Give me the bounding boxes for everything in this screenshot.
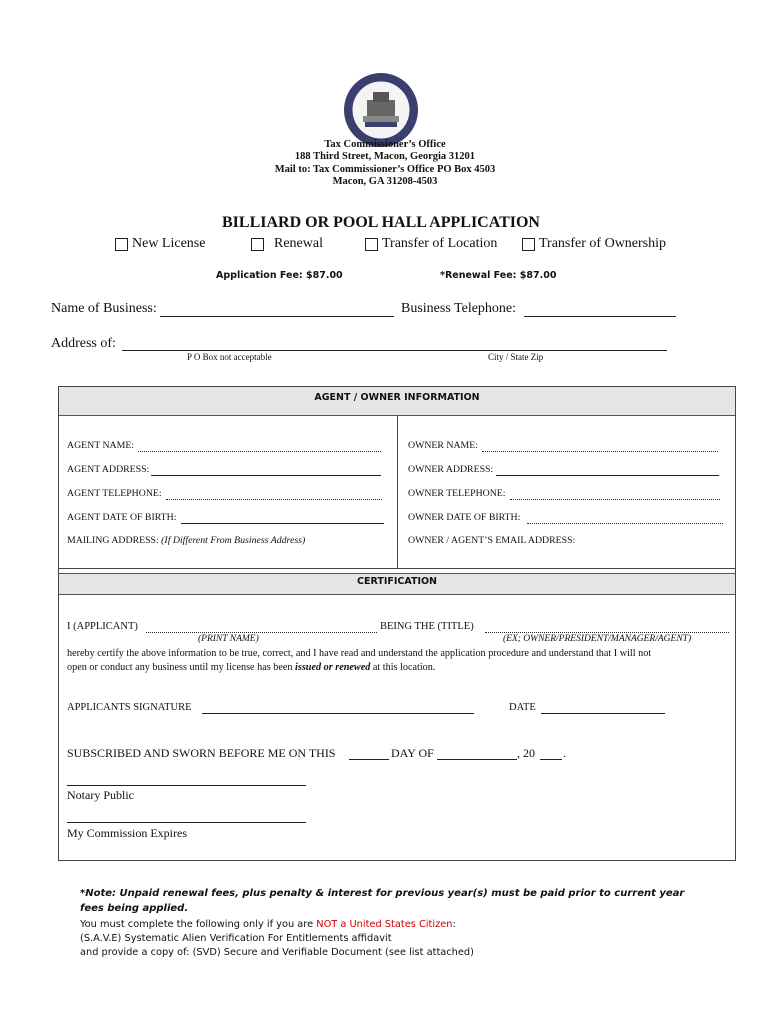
sworn-month-field[interactable] [437, 759, 517, 760]
business-name-field[interactable] [160, 316, 394, 317]
header-line-2: 188 Third Street, Macon, Georgia 31201 [294, 151, 476, 163]
mailing-address-label [67, 535, 305, 546]
signature-field[interactable] [202, 713, 474, 714]
save-affidavit-line: (S.A.V.E) Systematic Alien Verification For Entitlements affidavit [80, 933, 392, 944]
notary-signature-field[interactable] [67, 785, 306, 786]
commission-expires-label: My Commission Expires [67, 826, 188, 840]
agent-dob-field[interactable] [181, 523, 384, 524]
applicant-label: I (APPLICANT) [67, 621, 138, 632]
sworn-year-field[interactable] [540, 759, 562, 760]
header-line-3: Mail to: Tax Commissioner’s Office PO Box 4503 [274, 163, 496, 175]
email-address-label: OWNER / AGENT’S EMAIL ADDRESS: [408, 535, 576, 546]
owner-address-field[interactable] [496, 475, 719, 476]
certify-line-2-emphasis: issued or renewed [295, 662, 371, 673]
svd-document-line: and provide a copy of: (SVD) Secure and Verifiable Document (see list attached) [80, 947, 474, 958]
office-header [0, 139, 770, 188]
po-box-note: P O Box not acceptable [187, 352, 272, 362]
certify-line-1: hereby certify the above information to be true, correct, and I have read and understand the application procedure and understand that I will not [67, 648, 652, 659]
mailing-address-text: MAILING ADDRESS: [67, 535, 159, 546]
certify-line-2 [67, 662, 435, 673]
print-name-note: (PRINT NAME) [198, 634, 259, 644]
owner-telephone-label: OWNER TELEPHONE: [408, 488, 506, 499]
date-label: DATE [509, 702, 536, 713]
notary-public-label: Notary Public [67, 788, 134, 802]
county-seal-logo [343, 72, 419, 148]
citizen-notice-post: : [452, 919, 456, 930]
citizen-notice [80, 919, 456, 930]
business-phone-field[interactable] [524, 316, 676, 317]
sworn-text-b: DAY OF [391, 746, 434, 760]
sworn-text-d: . [563, 746, 566, 760]
citizen-notice-red: NOT a United States Citizen [316, 919, 453, 930]
owner-name-label: OWNER NAME: [408, 440, 478, 451]
applicant-title-field[interactable] [485, 632, 729, 633]
checkbox-icon[interactable] [115, 238, 128, 251]
renewal-fee-text: Renewal Fee: $87.00 [444, 270, 557, 281]
agent-name-field[interactable] [138, 451, 381, 452]
renewal-note: *Note: Unpaid renewal fees, plus penalty & interest for previous year(s) must be paid prior to current year fees being applied. [80, 888, 685, 914]
certify-line-2-pre: open or conduct any business until my license has been [67, 662, 293, 673]
citizen-notice-pre: You must complete the following only if you are [80, 919, 314, 930]
option-new-license[interactable] [115, 236, 205, 252]
owner-telephone-field[interactable] [510, 499, 720, 500]
sworn-text-a: SUBSCRIBED AND SWORN BEFORE ME ON THIS [67, 746, 336, 760]
checkbox-icon[interactable] [365, 238, 378, 251]
header-line-4: Macon, GA 31208-4503 [332, 175, 438, 187]
option-transfer-location[interactable] [365, 236, 497, 252]
applicant-name-field[interactable] [146, 632, 377, 633]
mailing-address-note: (If Different From Business Address) [161, 535, 306, 546]
renewal-star: * [440, 270, 445, 281]
checkbox-icon[interactable] [251, 238, 264, 251]
option-label: Transfer of Ownership [539, 236, 667, 251]
agent-address-field[interactable] [151, 475, 381, 476]
agent-address-label: AGENT ADDRESS: [67, 464, 150, 475]
owner-name-field[interactable] [482, 451, 718, 452]
title-examples-note: (EX; OWNER/PRESIDENT/MANAGER/AGENT) [503, 634, 692, 644]
commission-field[interactable] [67, 822, 306, 823]
sworn-day-field[interactable] [349, 759, 389, 760]
address-field[interactable] [122, 350, 667, 351]
business-name-label: Name of Business: [51, 301, 157, 316]
option-transfer-ownership[interactable] [522, 236, 666, 252]
option-renewal[interactable] [251, 236, 323, 252]
certify-line-2-post: at this location. [372, 662, 436, 673]
agent-telephone-label: AGENT TELEPHONE: [67, 488, 162, 499]
sworn-text-c: , 20 [517, 746, 535, 760]
owner-address-label: OWNER ADDRESS: [408, 464, 494, 475]
form-title: BILLIARD OR POOL HALL APPLICATION [222, 214, 540, 231]
owner-dob-label: OWNER DATE OF BIRTH: [408, 512, 521, 523]
business-phone-label: Business Telephone: [401, 301, 517, 316]
date-field[interactable] [541, 713, 665, 714]
column-divider [397, 416, 398, 568]
agent-owner-title: AGENT / OWNER INFORMATION [314, 392, 480, 403]
address-label: Address of: [51, 336, 116, 351]
application-fee: Application Fee: $87.00 [216, 270, 343, 281]
agent-name-label: AGENT NAME: [67, 440, 135, 451]
owner-dob-field[interactable] [527, 523, 723, 524]
city-state-zip-note: City / State Zip [488, 352, 544, 362]
signature-label: APPLICANTS SIGNATURE [67, 702, 192, 713]
checkbox-icon[interactable] [522, 238, 535, 251]
agent-dob-label: AGENT DATE OF BIRTH: [67, 512, 177, 523]
renewal-fee [440, 270, 556, 281]
agent-telephone-field[interactable] [166, 499, 382, 500]
option-label: New License [132, 236, 206, 251]
option-label: Renewal [274, 236, 323, 251]
option-label: Transfer of Location [382, 236, 498, 251]
being-title-label: BEING THE (TITLE) [380, 621, 474, 632]
section-divider [59, 568, 735, 569]
header-line-1: Tax Commissioner’s Office [324, 139, 446, 150]
certification-title: CERTIFICATION [356, 576, 438, 587]
